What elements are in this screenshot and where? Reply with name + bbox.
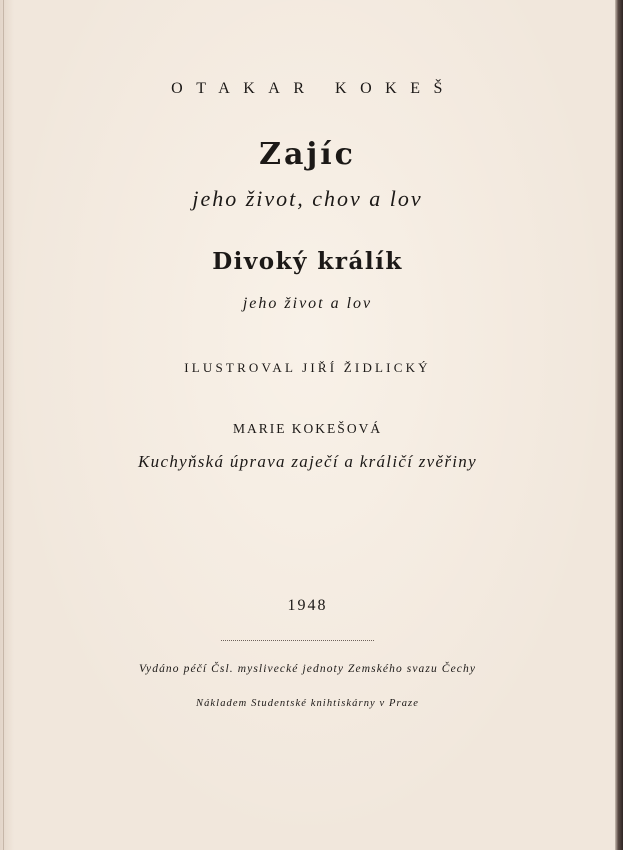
publisher-note: Vydáno péčí Čsl. myslivecké jednoty Zemského svazu Čechy <box>138 663 477 675</box>
book1-title: Zajíc <box>259 137 356 172</box>
publication-year: 1948 <box>287 597 328 614</box>
printer-note: Nákladem Studentské knihtiskárny v Praze <box>195 698 420 709</box>
author-name: OTAKAR KOKEŠ <box>171 80 456 97</box>
divider-rule <box>221 640 374 641</box>
book2-subtitle: jeho život a lov <box>242 295 373 312</box>
illustrator-credit: ILUSTROVAL JIŘÍ ŽIDLICKÝ <box>184 360 431 375</box>
coauthor-work-title: Kuchyňská úprava zaječí a králičí zvěřiny <box>138 452 477 471</box>
book2-title: Divoký králík <box>212 248 403 275</box>
book1-subtitle: jeho život, chov a lov <box>192 186 423 211</box>
coauthor-name: MARIE KOKEŠOVÁ <box>232 421 383 436</box>
book-spine-edge <box>615 0 623 850</box>
